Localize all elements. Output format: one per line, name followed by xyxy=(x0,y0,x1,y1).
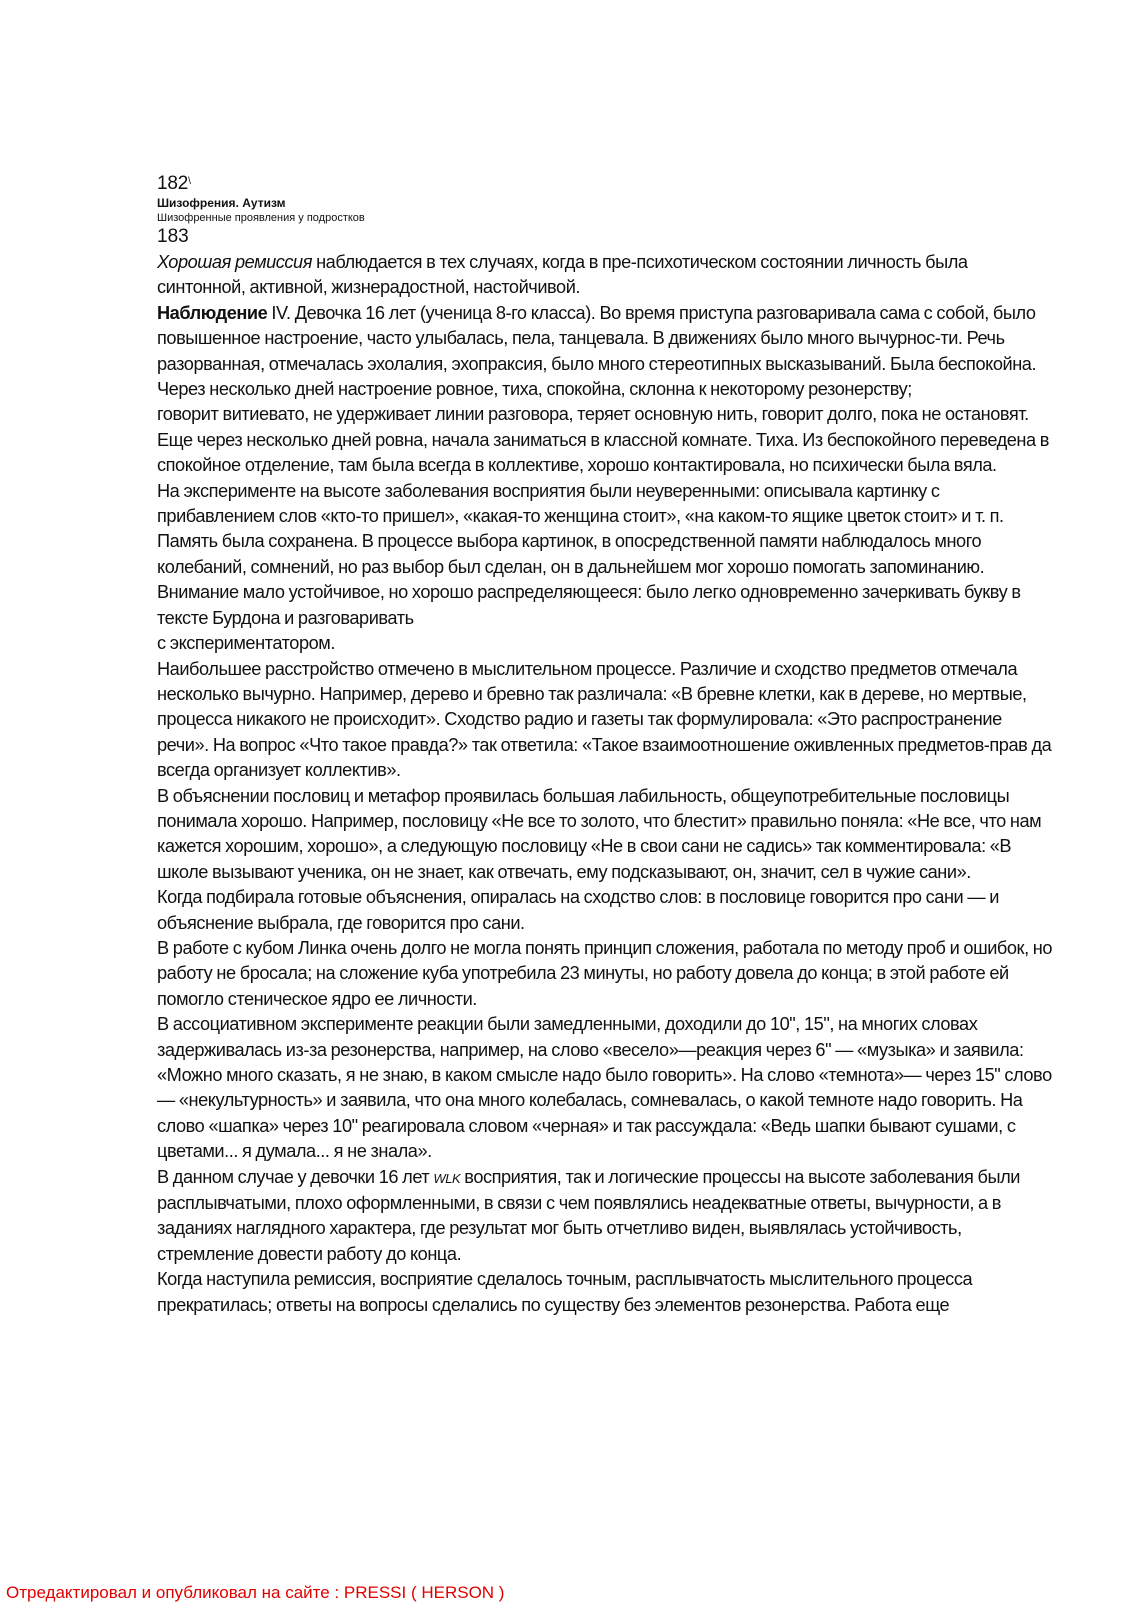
paragraph-speech: говорит витиевато, не удерживает линии разговора, теряет основную нить, говорит долго, пока не остановят. Еще через несколько дней ровна, начала заниматься в классной комнате. Тиха. Из беспокойного переведена в спокойное отделение, там была всегда в коллективе, хорошо контактировала, но психически была вяла. xyxy=(157,404,1050,476)
paragraph-remission-text: наблюдается в тех случаях, когда в пре-психотическом состоянии личность была синтонной, активной, жизнерадостной, настойчивой. xyxy=(157,252,968,298)
footer-credit: Отредактировал и опубликовал на сайте : PRESSI ( HERSON ) xyxy=(6,1583,505,1602)
paragraph-thinking: Наибольшее расстройство отмечено в мыслительном процессе. Различие и сходство предметов отмечала несколько вычурно. Например, дерево и бревно так различала: «В бревне клетки, как в дереве, но мертвые, процесса никакого не происходит». Сходство радио и газеты так формулировала: «Это распространение речи». На вопрос «Что такое правда?» так ответила: «Такое взаимоотношение оживленных предметов-прав да всегда организует коллектив». xyxy=(157,658,1052,781)
paragraph-summary xyxy=(157,1165,1057,1268)
paragraph-link-cube: В работе с кубом Линка очень долго не могла понять принцип сложения, работала по методу проб и ошибок, но работу не бросала; на сложение куба употребила 23 минуты, но работу довела до конца; в этой работе ей помогло стеническое ядро ее личности. xyxy=(157,937,1053,1009)
paragraph-experiment: На эксперименте на высоте заболевания восприятия были неуверенными: описывала картинку с прибавлением слов «кто-то пришел», «какая-то женщина стоит», «на каком-то ящике цветок стоит» и т. п. Память была сохранена. В процессе выбора картинок, в опосредственной памяти наблюдалось много колебаний, сомнений, но раз выбор был сделан, он в дальнейшем мог хорошо помогать запоминанию. Внимание мало устойчивое, но хорошо распределяющееся: было легко одновременно зачеркивать букву в тексте Бурдона и разговаривать xyxy=(157,480,1021,628)
term-good-remission: Хорошая ремиссия xyxy=(157,252,312,272)
paragraph-experimenter: с экспериментатором. xyxy=(157,633,335,654)
page-content xyxy=(157,173,1057,1318)
paragraph-proverbs: В объяснении пословиц и метафор проявилась большая лабильность, общеупотребительные пословицы понимала хорошо. Например, пословицу «Не все то золото, что блестит» правильно поняла: «Не все, что нам кажется хорошим, хорошо», а следующую пословицу «Не в свои сани не садись» так комментировала: «В школе вызывают ученика, он не знает, как отвечать, ему подсказывают, он, значит, сел в чужие сани». xyxy=(157,785,1042,882)
running-subtitle: Шизофренные проявления у подростков xyxy=(157,212,365,224)
page-number-left-value: 182 xyxy=(157,173,189,194)
page-number-right: 183 xyxy=(157,226,189,247)
paragraph-observation xyxy=(157,301,1057,403)
page-number-mark: \ xyxy=(188,176,191,187)
paragraph-associative: В ассоциативном эксперименте реакции были замедленными, доходили до 10", 15", на многих словах задерживалась из-за резонерства, например, на слово «весело»—реакция через 6" — «музыка» и заявила: «Можно много сказать, я не знаю, в каком смысле надо было говорить». На слово «темнота»— через 15" слово— «некультурность» и заявила, что она много колебалась, сомневалась, о какой темноте надо говорить. На слово «шапка» через 10" реагировала словом «черная» и так рассуждала: «Ведь шапки бывают сушами, с цветами... я думала... я не знала». xyxy=(157,1014,1052,1162)
paragraph-remission-result: Когда наступила ремиссия, восприятие сделалось точным, расплывчатость мыслительного процесса прекратилась; ответы на вопросы сделались по существу без элементов резонерства. Работа еще xyxy=(157,1269,973,1315)
paragraph-summary-text-b: восприятия, так и логические процессы на высоте заболевания были расплывчатыми, плохо оформленными, в связи с чем появлялись неадекватные ответы, вычурности, а в заданиях наглядного характера, где результат мог быть отчетливо виден, выявлялась устойчивость, стремление довести работу до конца. xyxy=(157,1166,1020,1264)
page-number-left xyxy=(157,173,1057,195)
paragraph-summary-text-a: В данном случае у девочки 16 лет xyxy=(157,1166,434,1187)
paragraph-observation-text: IV. Девочка 16 лет (ученица 8-го класса). Во время приступа разговаривала сама с собой, было повышенное настроение, часто улыбалась, пела, танцевала. В движениях было много вычурнос-ти. Речь разорванная, отмечалась эхолалия, эхопраксия, было много стереотипных высказываний. Была беспокойна. Через несколько дней настроение ровное, тиха, спокойна, склонна к некоторому резонерству; xyxy=(157,302,1037,400)
observation-label: Наблюдение xyxy=(157,302,268,323)
paragraph-explanations: Когда подбирала готовые объяснения, опиралась на сходство слов: в пословице говорится про сани — и объяснение выбрала, где говорится про сани. xyxy=(157,887,999,933)
ocr-artifact: WLK xyxy=(433,1170,461,1186)
paragraph-remission xyxy=(157,250,1057,301)
running-title: Шизофрения. Аутизм xyxy=(157,196,286,210)
